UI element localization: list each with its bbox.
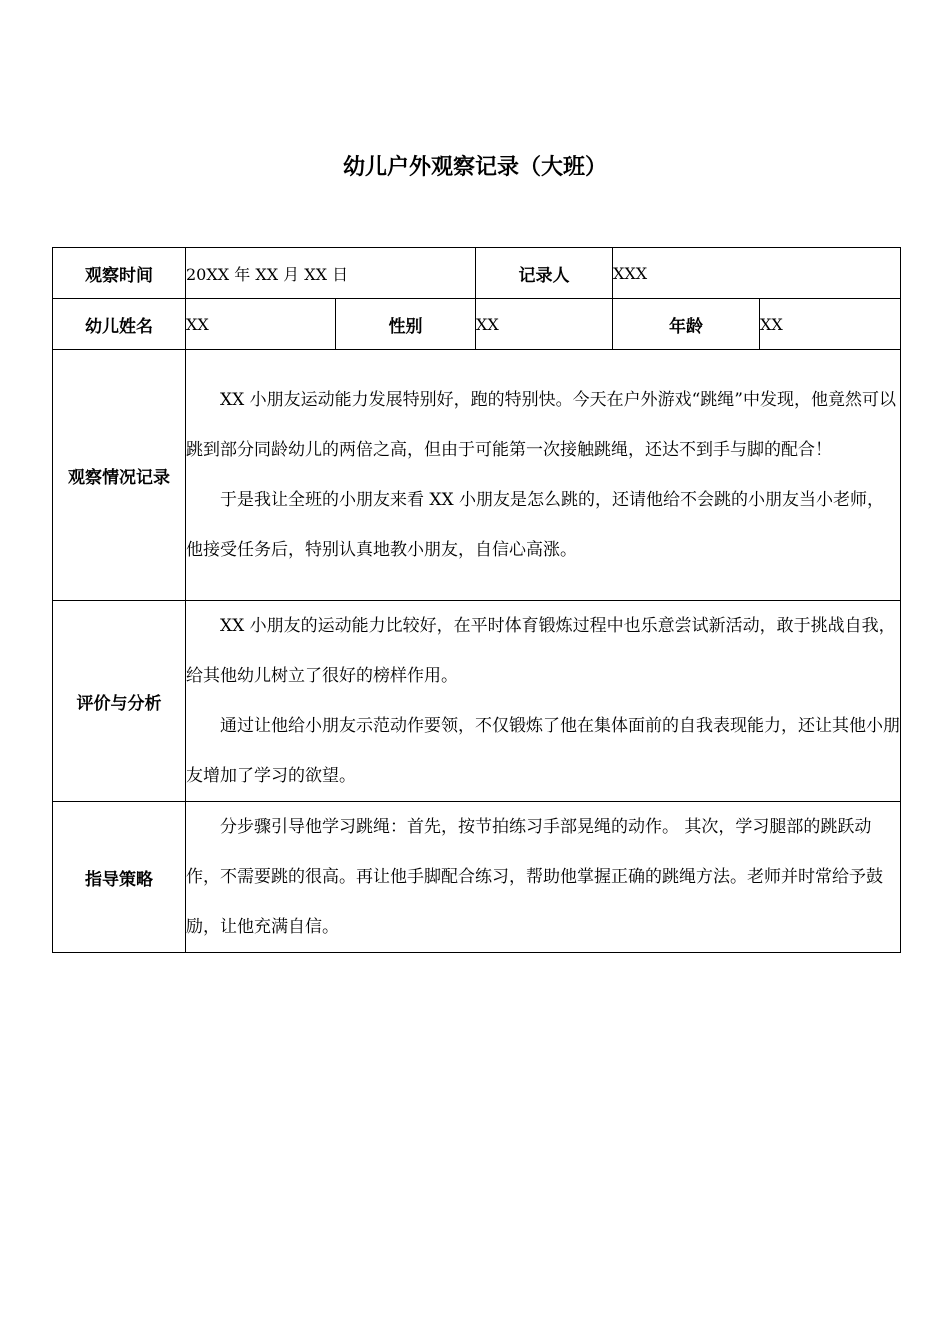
- gender-value: XX: [476, 299, 613, 350]
- row-strategy: [53, 802, 901, 953]
- evaluation-paragraph: 通过让他给小朋友示范动作要领，不仅锻炼了他在集体面前的自我表现能力，还让其他小朋友增加了学习的欲望。: [186, 716, 900, 786]
- child-name-value: XX: [186, 299, 336, 350]
- evaluation-paragraph: XX 小朋友的运动能力比较好，在平时体育锻炼过程中也乐意尝试新活动，敢于挑战自我，给其他幼儿树立了很好的榜样作用。: [186, 616, 896, 686]
- strategy-paragraph: 分步骤引导他学习跳绳：首先，按节拍练习手部晃绳的动作。 其次，学习腿部的跳跃动作，不需要跳的很高。再让他手脚配合练习，帮助他掌握正确的跳绳方法。老师并时常给予鼓励，让他充满自信。: [186, 817, 883, 937]
- evaluation-label: 评价与分析: [53, 601, 186, 802]
- row-time-recorder: [53, 248, 901, 299]
- row-evaluation: [53, 601, 901, 802]
- observation-paragraph: 于是我让全班的小朋友来看 XX 小朋友是怎么跳的，还请他给不会跳的小朋友当小老师，他接受任务后，特别认真地教小朋友，自信心高涨。: [186, 490, 885, 560]
- gender-label: 性别: [336, 299, 476, 350]
- strategy-label: 指导策略: [53, 802, 186, 953]
- recorder-label: 记录人: [476, 248, 613, 299]
- row-child-info: [53, 299, 901, 350]
- observation-time-value: 20XX 年 XX 月 XX 日: [186, 248, 476, 299]
- recorder-value: XXX: [613, 248, 901, 299]
- age-label: 年龄: [613, 299, 760, 350]
- row-observation: [53, 350, 901, 601]
- observation-paragraph: XX 小朋友运动能力发展特别好，跑的特别快。今天在户外游戏“跳绳”中发现，他竟然可以跳到部分同龄幼儿的两倍之高，但由于可能第一次接触跳绳，还达不到手与脚的配合！: [186, 390, 896, 460]
- document-title: 幼儿户外观察记录（大班）: [342, 155, 607, 180]
- evaluation-content: [186, 601, 901, 802]
- observation-content: [186, 350, 901, 601]
- observation-time-label: 观察时间: [53, 248, 186, 299]
- age-value: XX: [760, 299, 901, 350]
- child-name-label: 幼儿姓名: [53, 299, 186, 350]
- strategy-content: [186, 802, 901, 953]
- observation-record-table: [52, 247, 901, 953]
- observation-label: 观察情况记录: [53, 350, 186, 601]
